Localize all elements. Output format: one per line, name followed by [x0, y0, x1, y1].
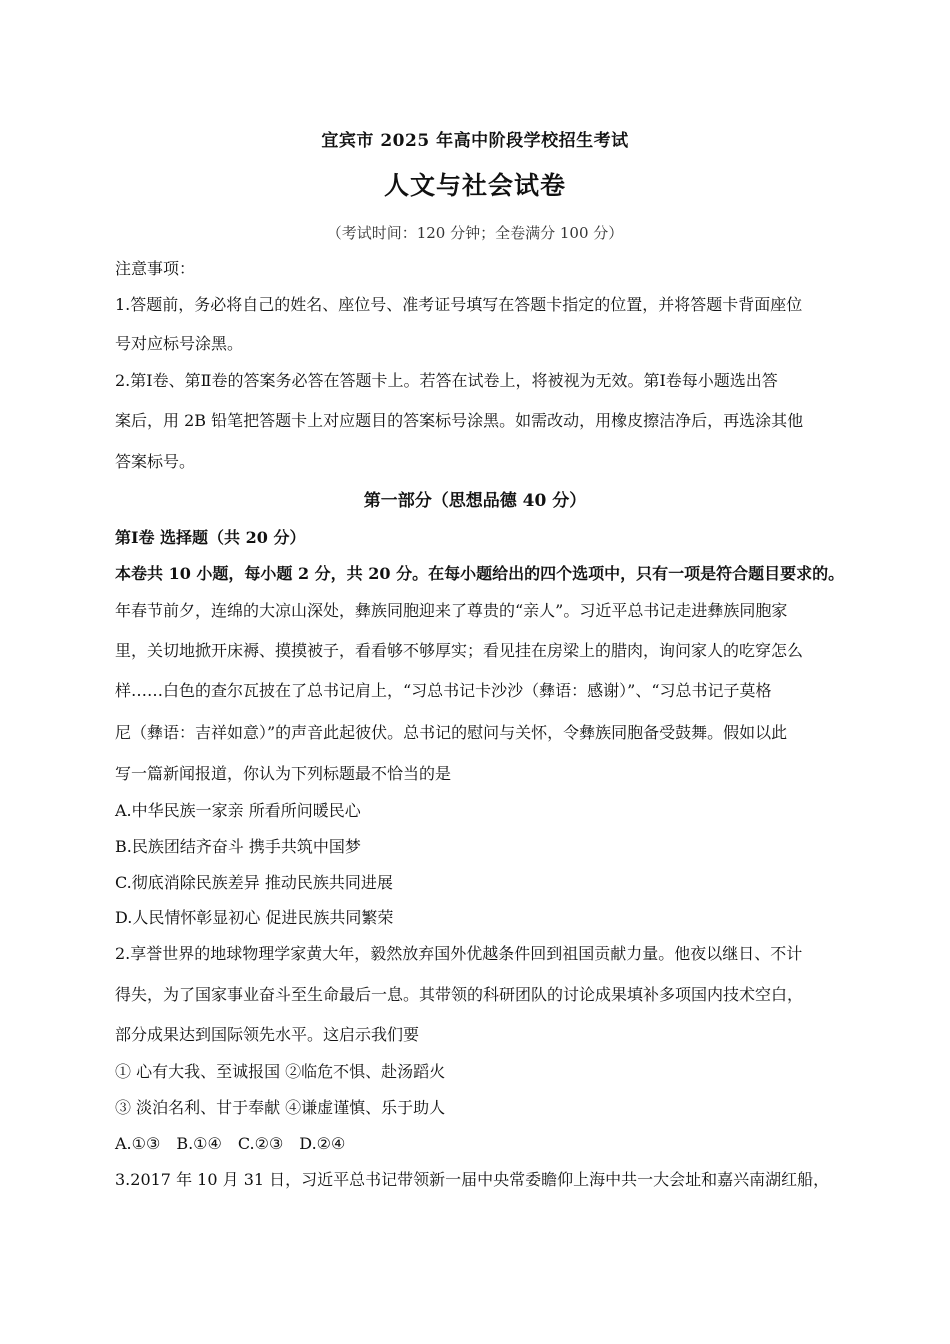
subject-title: 人文与社会试卷: [383, 171, 566, 200]
notice-heading: 注意事项：: [115, 259, 196, 278]
option-b: B.民族团结齐奋斗 携手共筑中国梦: [115, 837, 361, 856]
question-text-line: 写一篇新闻报道，你认为下列标题最不恰当的是: [115, 764, 452, 783]
section-instruction: 本卷共 10 小题，每小题 2 分，共 20 分。在每小题给出的四个选项中，只有一项是符合题目要求的。: [115, 564, 845, 583]
exam-title: 宜宾市 2025 年高中阶段学校招生考试: [321, 131, 629, 151]
option-a: A.中华民族一家亲 所看所问暖民心: [115, 801, 361, 820]
notice-line: 案后，用 2B 铅笔把答题卡上对应题目的答案标号涂黑。如需改动，用橡皮擦洁净后，再选涂其他: [115, 411, 804, 430]
question-text-line: 年春节前夕，连绵的大凉山深处，彝族同胞迎来了尊贵的“亲人”。习近平总书记走进彝族同胞家: [115, 601, 788, 620]
question-text-line: 里，关切地掀开床褥、摸摸被子，看看够不够厚实；看见挂在房梁上的腊肉，询问家人的吃穿怎么: [115, 641, 804, 660]
question-text-line: 得失，为了国家事业奋斗至生命最后一息。其带领的科研团队的讨论成果填补多项国内技术空白，: [115, 985, 804, 1004]
notice-line: 号对应标号涂黑。: [115, 334, 244, 353]
volume-title: 第Ⅰ卷 选择题（共 20 分）: [115, 528, 306, 547]
question-text-line: 部分成果达到国际领先水平。这启示我们要: [115, 1025, 420, 1044]
question-text-line: 尼（彝语：吉祥如意）”的声音此起彼伏。总书记的慰问与关怀，令彝族同胞备受鼓舞。假如以此: [115, 723, 788, 742]
option-d: D.人民情怀彰显初心 促进民族共同繁荣: [115, 908, 394, 927]
question-text-line: 样……白色的查尔瓦披在了总书记肩上，“习总书记卡沙沙（彝语：感谢）”、“习总书记子莫格: [115, 681, 772, 700]
question-text-line: 2.享誉世界的地球物理学家黄大年，毅然放弃国外优越条件回到祖国贡献力量。他夜以继日、不计: [115, 944, 803, 963]
notice-line: 答案标号。: [115, 452, 196, 471]
statement-line: ③ 淡泊名利、甘于奉献 ④谦虚谨慎、乐于助人: [115, 1098, 446, 1117]
answer-options: A.①③ B.①④ C.②③ D.②④: [115, 1134, 346, 1153]
option-c: C.彻底消除民族差异 推动民族共同进展: [115, 873, 393, 892]
notice-line: 1.答题前，务必将自己的姓名、座位号、准考证号填写在答题卡指定的位置，并将答题卡背面座位: [115, 295, 803, 314]
statement-line: ① 心有大我、至诚报国 ②临危不惧、赴汤蹈火: [115, 1062, 446, 1081]
question-text-line: 3.2017 年 10 月 31 日，习近平总书记带领新一届中央常委瞻仰上海中共一大会址和嘉兴南湖红船，: [115, 1170, 830, 1189]
notice-line: 2.第Ⅰ卷、第Ⅱ卷的答案务必答在答题卡上。若答在试卷上，将被视为无效。第Ⅰ卷每小题选出答: [115, 371, 778, 390]
exam-time: （考试时间：120 分钟；全卷满分 100 分）: [326, 224, 624, 242]
part-title: 第一部分（思想品德 40 分）: [363, 491, 587, 511]
